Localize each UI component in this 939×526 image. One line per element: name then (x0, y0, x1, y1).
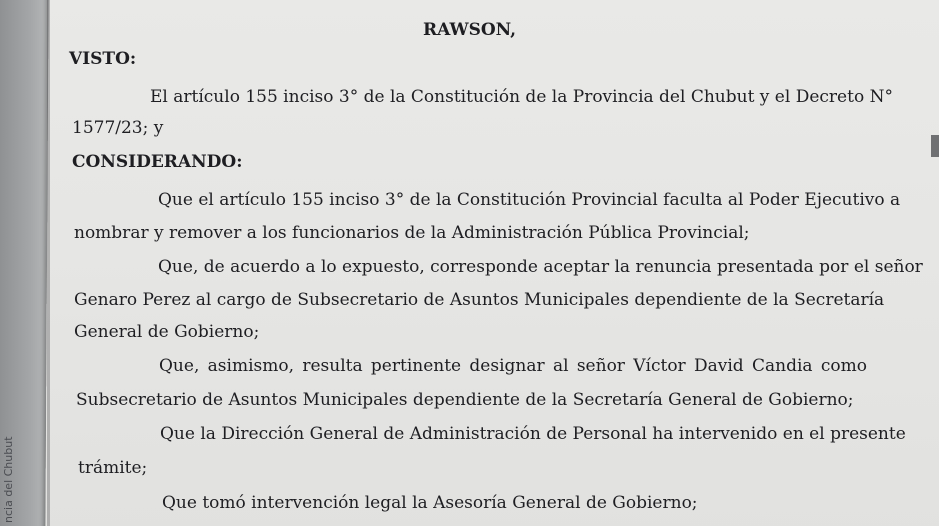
visto-line-2: 1577/23; y (72, 118, 164, 138)
considerando-p3-line-2: Subsecretario de Asuntos Municipales dependiente de la Secretaría General de Gobierno; (76, 390, 854, 410)
considerando-p2-line-3: General de Gobierno; (74, 322, 260, 342)
page-edge-shadow (47, 0, 50, 526)
margin-watermark (0, 405, 20, 526)
considerando-p5-line-1: Que tomó intervención legal la Asesoría General de Gobierno; (162, 493, 698, 513)
visto-line-1: El artículo 155 inciso 3° de la Constitución de la Provincia del Chubut y el Decreto N° (150, 87, 893, 107)
considerando-p1-line-1: Que el artículo 155 inciso 3° de la Constitución Provincial faculta al Poder Ejecutivo a (158, 190, 901, 210)
visto-heading: VISTO: (69, 49, 137, 69)
margin-watermark-text: ncia del Chubut (2, 436, 15, 523)
considerando-p1-line-2: nombrar y remover a los funcionarios de la Administración Pública Provincial; (74, 223, 750, 243)
considerando-p3-line-1: Que, asimismo, resulta pertinente designar al señor Víctor David Candia como (159, 356, 867, 376)
considerando-p2-line-2: Genaro Perez al cargo de Subsecretario de Asuntos Municipales dependiente de la Secretaría (74, 290, 885, 310)
considerando-heading: CONSIDERANDO: (72, 152, 243, 172)
header-city: RAWSON, (423, 20, 517, 40)
considerando-p4-line-2: trámite; (78, 458, 148, 478)
considerando-p4-line-1: Que la Dirección General de Administración de Personal ha intervenido en el presente (160, 424, 906, 444)
considerando-p2-line-1: Que, de acuerdo a lo expuesto, corresponde aceptar la renuncia presentada por el señor (158, 257, 923, 277)
binder-mark (931, 135, 939, 157)
